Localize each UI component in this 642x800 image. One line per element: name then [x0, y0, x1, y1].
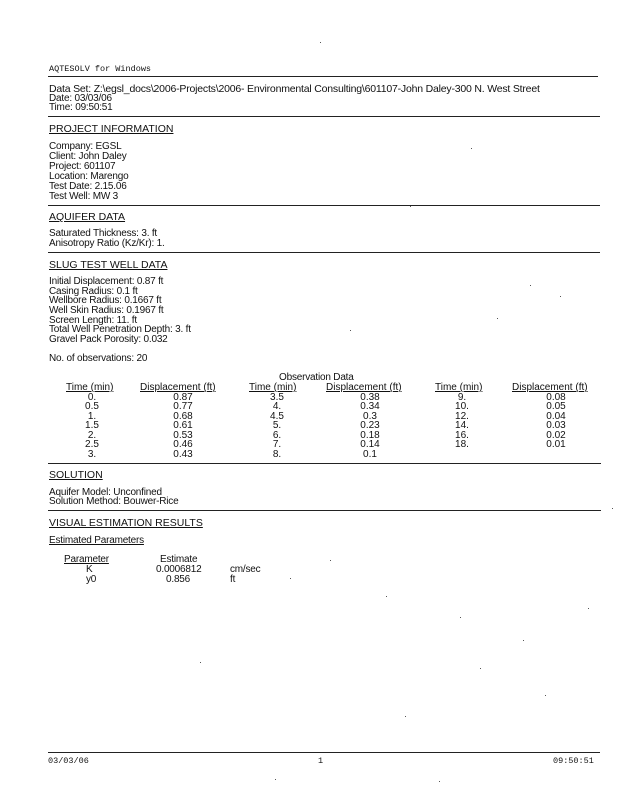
obs-disp: 0.14: [360, 439, 380, 450]
aquifer-anisotropy: Anisotropy Ratio (Kz/Kr): 1.: [49, 238, 165, 249]
obs-disp: 0.53: [173, 430, 193, 441]
obs-disp: 0.23: [360, 420, 380, 431]
footer-time: 09:50:51: [553, 756, 594, 766]
obs-disp: 0.02: [546, 430, 566, 441]
slug-penetration-depth: Total Well Penetration Depth: 3. ft: [49, 324, 191, 335]
obs-disp: 0.77: [173, 401, 193, 412]
section-rule: [48, 463, 601, 464]
col-header-disp-3: Displacement (ft): [512, 382, 588, 393]
col-header-disp-2: Displacement (ft): [326, 382, 402, 393]
obs-time: 4.: [272, 401, 282, 412]
footer-page-number: 1: [318, 756, 324, 766]
project-location: Location: Marengo: [49, 171, 129, 182]
param-name: K: [86, 564, 93, 575]
col-header-disp-1: Displacement (ft): [140, 382, 216, 393]
aquifer-heading: AQUIFER DATA: [49, 211, 126, 223]
obs-disp: 0.43: [173, 449, 193, 460]
obs-disp: 0.04: [546, 411, 566, 422]
param-header: Parameter: [64, 554, 109, 565]
col-header-time-1: Time (min): [66, 382, 114, 393]
obs-disp: 0.87: [173, 392, 193, 403]
estimate-header: Estimate: [160, 554, 198, 565]
obs-disp: 0.05: [546, 401, 566, 412]
obs-disp: 0.03: [546, 420, 566, 431]
report-date: Date: 03/03/06: [49, 93, 112, 104]
obs-disp: 0.46: [173, 439, 193, 450]
obs-disp: 0.38: [360, 392, 380, 403]
obs-time: 8.: [272, 449, 282, 460]
section-rule: [48, 116, 600, 117]
obs-time: 7.: [272, 439, 282, 450]
solution-model: Aquifer Model: Unconfined: [49, 487, 162, 498]
obs-time: 0.5: [85, 401, 99, 412]
obs-time: 3.: [87, 449, 97, 460]
slug-gravel-porosity: Gravel Pack Porosity: 0.032: [49, 334, 168, 345]
obs-disp: 0.3: [363, 411, 377, 422]
param-unit: cm/sec: [230, 564, 261, 575]
obs-time: 18.: [455, 439, 469, 450]
obs-time: 2.: [87, 430, 97, 441]
param-value: 0.856: [166, 574, 191, 585]
obs-time: 1.5: [85, 420, 99, 431]
obs-time: 6.: [272, 430, 282, 441]
slug-screen-length: Screen Length: 11. ft: [49, 315, 137, 326]
obs-time: 14.: [455, 420, 469, 431]
obs-disp: 0.34: [360, 401, 380, 412]
obs-time: 2.5: [85, 439, 99, 450]
section-rule: [48, 252, 600, 253]
slug-skin-radius: Well Skin Radius: 0.1967 ft: [49, 305, 164, 316]
col-header-time-2: Time (min): [249, 382, 297, 393]
obs-time: 1.: [87, 411, 97, 422]
report-time: Time: 09:50:51: [49, 102, 113, 113]
section-rule: [48, 205, 600, 206]
obs-time: 12.: [455, 411, 469, 422]
project-company: Company: EGSL: [49, 141, 122, 152]
obs-disp: 0.61: [173, 420, 193, 431]
estimated-params-heading: Estimated Parameters: [49, 535, 144, 546]
project-test-well: Test Well: MW 3: [49, 191, 119, 202]
param-unit: ft: [230, 574, 236, 585]
obs-time: 0.: [87, 392, 97, 403]
dataset-path: Data Set: Z:\egsl_docs\2006-Projects\2006- Environmental Consulting\601107-John Daley-300 N. West Street: [49, 83, 540, 95]
aquifer-thickness: Saturated Thickness: 3. ft: [49, 228, 158, 239]
obs-disp: 0.68: [173, 411, 193, 422]
obs-disp: 0.01: [546, 439, 566, 450]
project-heading: PROJECT INFORMATION: [49, 123, 174, 135]
obs-disp: 0.18: [360, 430, 380, 441]
slug-initial-displacement: Initial Displacement: 0.87 ft: [49, 276, 164, 287]
obs-time: 4.5: [270, 411, 284, 422]
slug-wellbore-radius: Wellbore Radius: 0.1667 ft: [49, 295, 162, 306]
header-rule: [48, 76, 598, 77]
obs-time: 9.: [457, 392, 467, 403]
visual-heading: VISUAL ESTIMATION RESULTS: [49, 517, 203, 529]
project-number: Project: 601107: [49, 161, 116, 172]
col-header-time-3: Time (min): [435, 382, 483, 393]
obs-time: 16.: [455, 430, 469, 441]
obs-time: 3.5: [270, 392, 284, 403]
project-client: Client: John Daley: [49, 151, 127, 162]
slug-casing-radius: Casing Radius: 0.1 ft: [49, 286, 138, 297]
app-title: AQTESOLV for Windows: [49, 64, 152, 74]
slug-heading: SLUG TEST WELL DATA: [49, 259, 168, 271]
obs-disp: 0.1: [363, 449, 377, 460]
observation-count: No. of observations: 20: [49, 353, 148, 364]
project-test-date: Test Date: 2.15.06: [49, 181, 127, 192]
footer-date: 03/03/06: [48, 756, 89, 766]
param-name: y0: [86, 574, 97, 585]
section-rule: [48, 510, 601, 511]
param-value: 0.0006812: [156, 564, 202, 575]
observation-title: Observation Data: [279, 372, 354, 383]
solution-method: Solution Method: Bouwer-Rice: [49, 496, 179, 507]
obs-disp: 0.08: [546, 392, 566, 403]
footer-rule: [48, 752, 600, 753]
solution-heading: SOLUTION: [49, 469, 103, 481]
obs-time: 10.: [455, 401, 469, 412]
obs-time: 5.: [272, 420, 282, 431]
